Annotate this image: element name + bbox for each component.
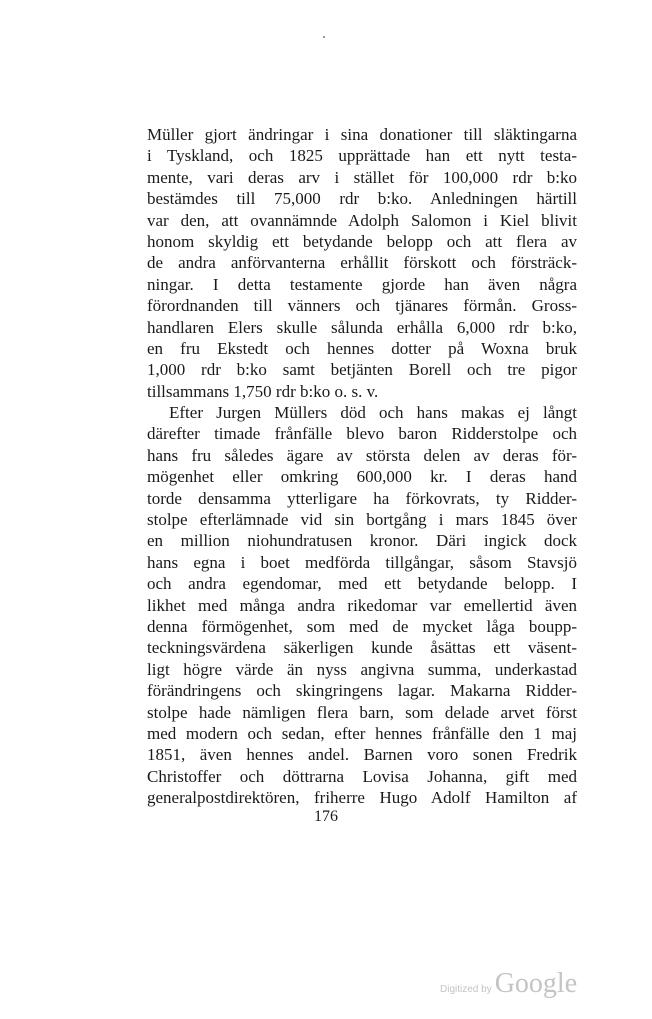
text-line: honom skyldig ett betydande belopp och att flera av [147, 231, 577, 251]
page-number: 176 [314, 808, 338, 825]
google-logo: Google [494, 968, 578, 999]
text-line: hans egna i boet medförda tillgångar, såsom Stavsjö [147, 552, 577, 572]
text-line: en million niohundratusen kronor. Däri ingick dock [147, 531, 577, 551]
text-line: var den, att ovannämnde Adolph Salomon i Kiel blivit [147, 210, 577, 230]
text-line: denna förmögenhet, som med de mycket låga boupp- [147, 616, 577, 636]
paragraph-start-line: Efter Jurgen Müllers död och hans makas ej långt [169, 403, 577, 423]
text-line: och andra egendomar, med ett betydande belopp. I [147, 574, 577, 594]
text-line: en fru Ekstedt och hennes dotter på Woxna bruk [147, 338, 577, 358]
text-line: de andra anförvanterna erhållit förskott och försträck- [147, 253, 577, 273]
text-line: Müller gjort ändringar i sina donationer till släktingarna [147, 125, 577, 144]
text-line: med modern och sedan, efter hennes frånfälle den 1 maj [147, 723, 577, 743]
watermark-prefix: Digitized by [440, 984, 492, 995]
text-line: stolpe efterlämnade vid sin bortgång i mars 1845 över [147, 510, 577, 530]
text-line: 1851, även hennes andel. Barnen voro sonen Fredrik [147, 745, 577, 765]
text-line: torde densamma ytterligare ha förkovrats, ty Ridder- [147, 488, 577, 508]
text-line: mögenhet eller omkring 600,000 kr. I deras hand [147, 467, 577, 487]
text-line: därefter timade frånfälle blevo baron Ridderstolpe och [147, 424, 577, 444]
text-line: likhet med många andra rikedomar var emellertid även [147, 595, 577, 615]
text-line: ningar. I detta testamente gjorde han även några [147, 274, 577, 294]
text-line: mente, vari deras arv i stället för 100,000 rdr b:ko [147, 167, 577, 187]
text-line: förändringens och skingringens lagar. Makarna Ridder- [147, 681, 577, 701]
paper-speck [323, 36, 325, 38]
text-line: handlaren Elers skulle sålunda erhålla 6,000 rdr b:ko, [147, 317, 577, 337]
text-line: stolpe hade nämligen flera barn, som delade arvet först [147, 702, 577, 722]
digitized-watermark [440, 968, 577, 1000]
text-line: generalpostdirektören, friherre Hugo Adolf Hamilton af [147, 788, 577, 808]
text-line: 1,000 rdr b:ko samt betjänten Borell och tre pigor [147, 360, 577, 380]
body-text [147, 124, 577, 809]
text-line: i Tyskland, och 1825 upprättade han ett nytt testa- [147, 146, 577, 166]
text-line: hans fru således ägare av största delen av deras för- [147, 445, 577, 465]
text-line: teckningsvärdena säkerligen kunde åsättas ett väsent- [147, 638, 577, 658]
text-line: ligt högre värde än nyss angivna summa, underkastad [147, 659, 577, 679]
text-line: Christoffer och döttrarna Lovisa Johanna, gift med [147, 766, 577, 786]
paragraph-end-line: tillsammans 1,750 rdr b:ko o. s. v. [147, 381, 379, 401]
text-line: förordnanden till vänners och tjänares förmån. Gross- [147, 296, 577, 316]
text-line: bestämdes till 75,000 rdr b:ko. Anledningen härtill [147, 189, 577, 209]
